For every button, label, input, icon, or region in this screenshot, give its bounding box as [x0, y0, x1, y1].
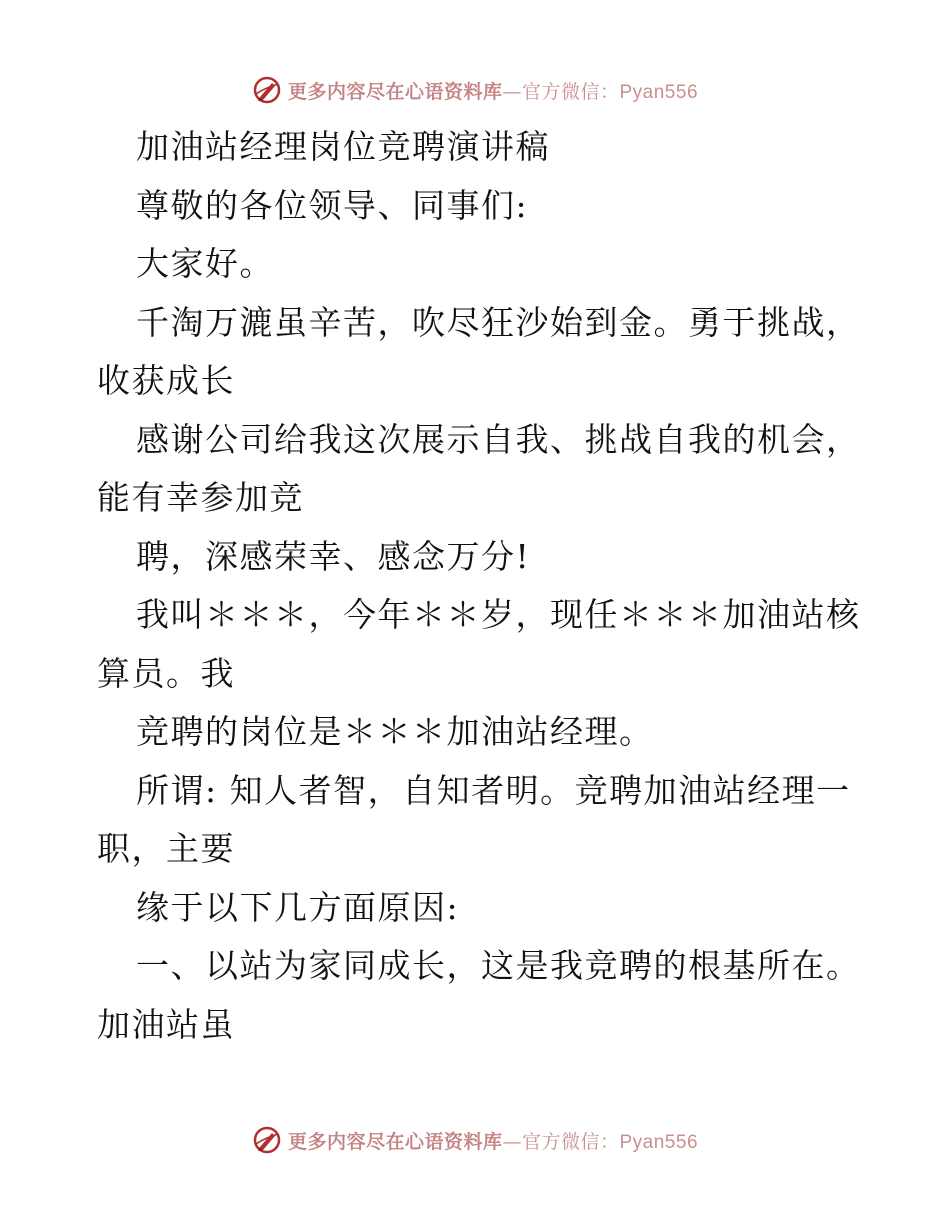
- pen-logo-icon: [252, 75, 282, 105]
- document-line: 收获成长: [97, 361, 235, 400]
- watermark-wechat-id: Pyan556: [619, 81, 699, 103]
- document-line: 所谓: 知人者智，自知者明。竞聘加油站经理一: [136, 770, 851, 810]
- watermark-wechat-id: Pyan556: [619, 1131, 699, 1153]
- header-watermark-banner: [0, 70, 950, 110]
- watermark-site-name: 更多内容尽在心语资料库: [287, 80, 503, 103]
- document-line: 我叫＊＊＊，今年＊＊岁，现任＊＊＊加油站核: [136, 595, 861, 634]
- watermark-site-name: 更多内容尽在心语资料库: [287, 1130, 503, 1153]
- document-line: 算员。我: [97, 653, 235, 693]
- pen-logo-icon: [252, 1125, 282, 1155]
- document-line: 能有幸参加竞: [97, 478, 304, 517]
- document-line: 千淘万漉虽辛苦，吹尽狂沙始到金。勇于挑战，: [136, 302, 861, 342]
- footer-watermark-banner: [0, 1120, 950, 1160]
- watermark-text: [288, 77, 698, 104]
- document-line: 缘于以下几方面原因:: [136, 887, 460, 927]
- document-line: 大家好。: [136, 244, 274, 283]
- document-body: [97, 118, 867, 1054]
- document-line: 竞聘的岗位是＊＊＊加油站经理。: [136, 712, 654, 751]
- document-title: 加油站经理岗位竞聘演讲稿: [136, 127, 550, 166]
- document-line: 感谢公司给我这次展示自我、挑战自我的机会，: [136, 419, 861, 459]
- document-line: 尊敬的各位领导、同事们:: [136, 185, 529, 225]
- document-line: 一、以站为家同成长，这是我竞聘的根基所在。: [136, 946, 861, 985]
- document-line: 聘，深感荣幸、感念万分!: [136, 536, 531, 576]
- watermark-text: [288, 1127, 698, 1154]
- document-line: 职，主要: [97, 829, 235, 868]
- watermark-dash: —: [502, 80, 522, 103]
- watermark-wechat-label: 官方微信：: [521, 80, 620, 103]
- watermark-wechat-label: 官方微信：: [521, 1130, 620, 1153]
- watermark-dash: —: [502, 1130, 522, 1153]
- document-line: 加油站虽: [97, 1004, 235, 1044]
